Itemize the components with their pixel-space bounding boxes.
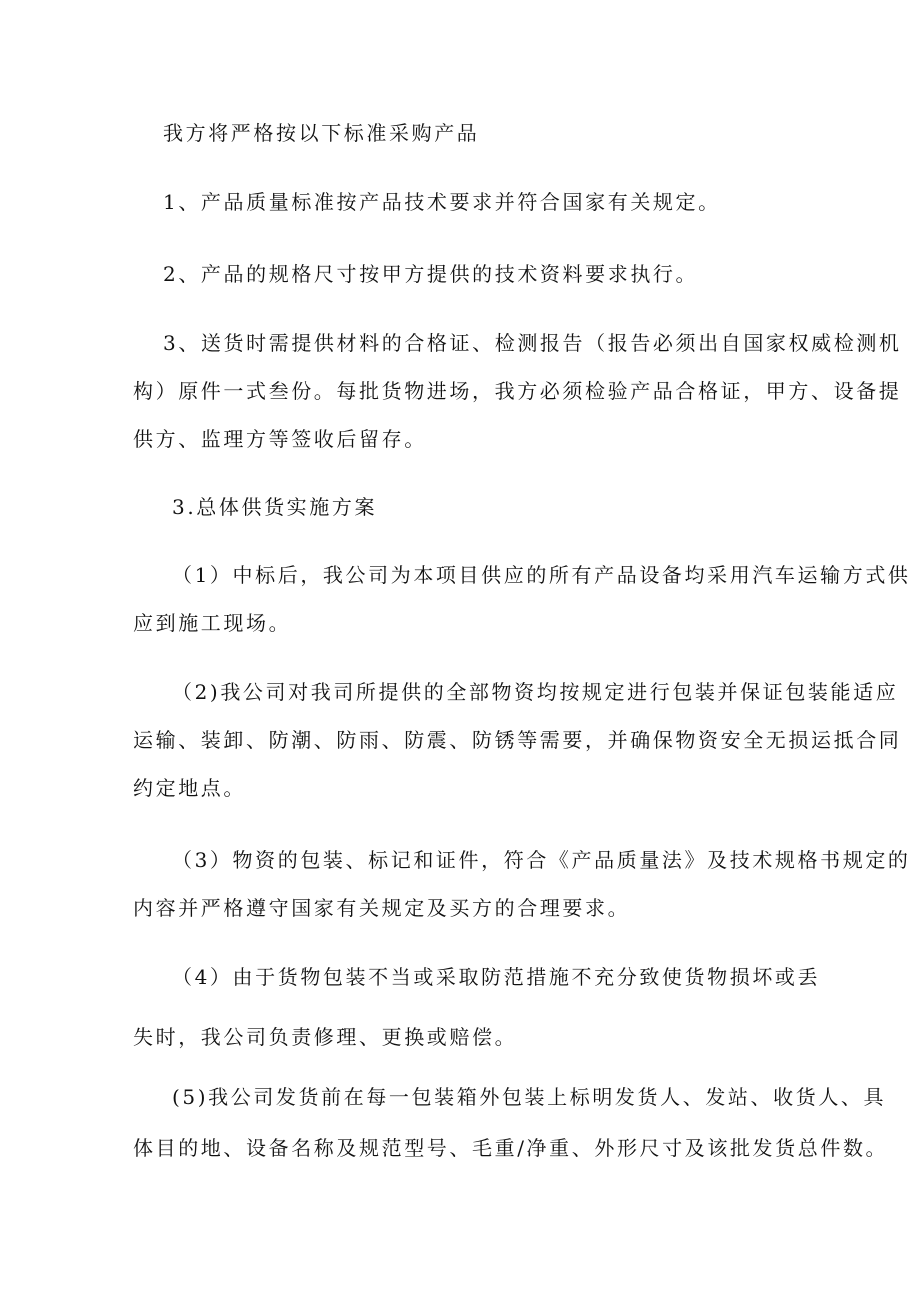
plan-item-1-line-1: （1）中标后，我公司为本项目供应的所有产品设备均采用汽车运输方式供 — [172, 563, 911, 587]
standard-item-1: 1、产品质量标准按产品技术要求并符合国家有关规定。 — [163, 190, 721, 214]
plan-item-5-line-1: (5)我公司发货前在每一包装箱外包装上标明发货人、发站、收货人、具 — [172, 1085, 887, 1109]
intro-text: 我方将严格按以下标准采购产品 — [163, 121, 480, 145]
standard-item-3-line-3: 供方、监理方等签收后留存。 — [133, 427, 427, 451]
plan-item-5-line-2: 体目的地、设备名称及规范型号、毛重/净重、外形尺寸及该批发货总件数。 — [133, 1136, 889, 1160]
standard-item-3-line-2: 构）原件一式叁份。每批货物进场，我方必须检验产品合格证，甲方、设备提 — [133, 379, 902, 403]
plan-item-2-line-2: 运输、装卸、防潮、防雨、防震、防锈等需要，并确保物资安全无损运抵合同 — [133, 728, 902, 752]
plan-item-3-line-1: （3）物资的包装、标记和证件，符合《产品质量法》及技术规格书规定的 — [172, 848, 911, 872]
plan-item-4-line-2: 失时，我公司负责修理、更换或赔偿。 — [133, 1025, 518, 1049]
plan-item-2-line-1: （2)我公司对我司所提供的全部物资均按规定进行包装并保证包装能适应 — [172, 680, 899, 704]
plan-item-1-line-2: 应到施工现场。 — [133, 611, 292, 635]
standard-item-2: 2、产品的规格尺寸按甲方提供的技术资料要求执行。 — [163, 262, 699, 286]
standard-item-3-line-1: 3、送货时需提供材料的合格证、检测报告（报告必须出自国家权威检测机 — [163, 331, 902, 355]
plan-item-4-line-1: （4）由于货物包装不当或采取防范措施不充分致使货物损坏或丢 — [172, 965, 821, 989]
section-title: 3.总体供货实施方案 — [172, 495, 378, 519]
plan-item-2-line-3: 约定地点。 — [133, 776, 246, 800]
plan-item-3-line-2: 内容并严格遵守国家有关规定及买方的合理要求。 — [133, 896, 631, 920]
